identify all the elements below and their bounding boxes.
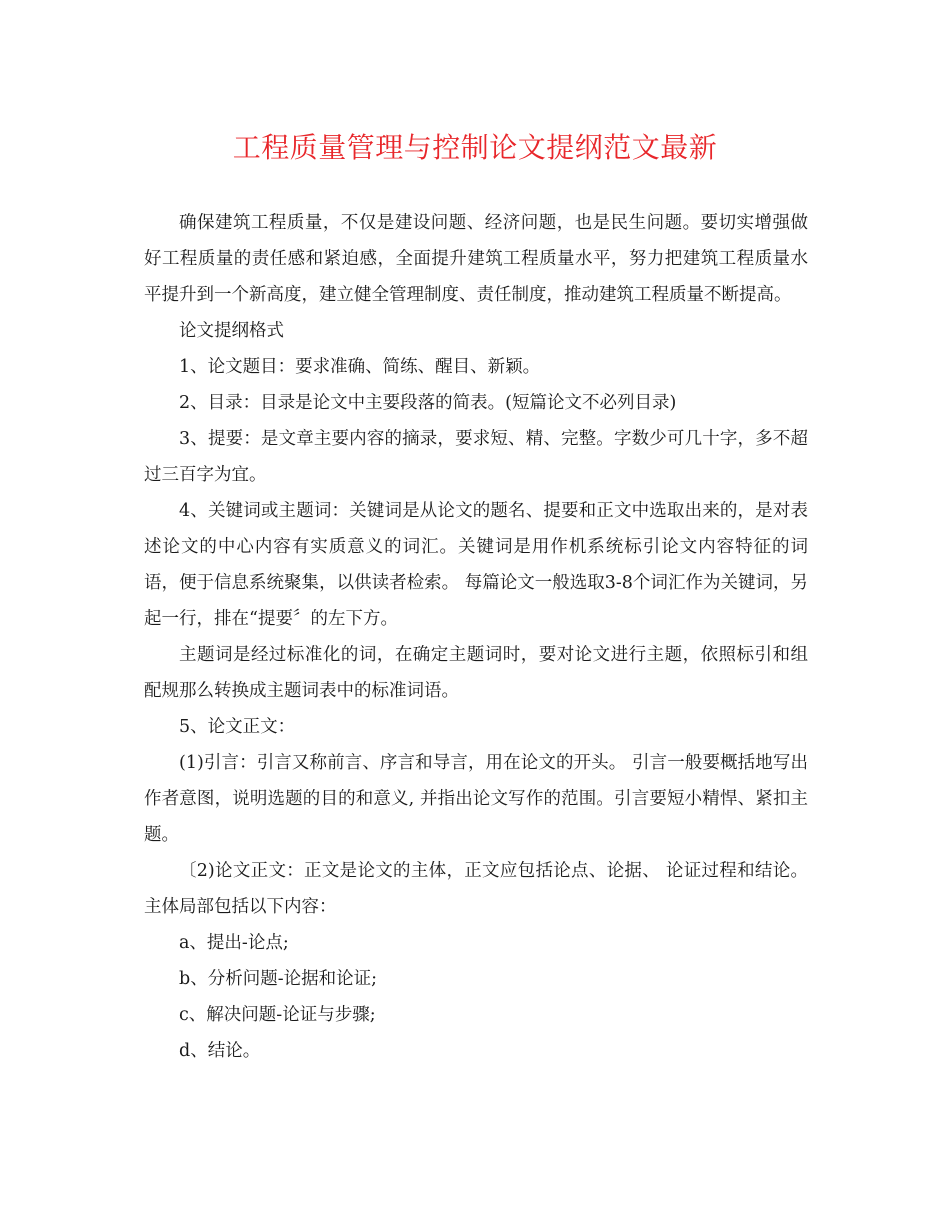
paragraph-item-4: 4、关键词或主题词：关键词是从论文的题名、提要和正文中选取出来的，是对表述论文的中心内容有实质意义的词汇。关键词是用作机系统标引论文内容特征的词语，便于信息系统聚集，以供读者检索。 每篇论文一般选取3-8个词汇作为关键词，另起一行，排在“提要〞的左下方。	[144, 501, 808, 629]
document-title: 工程质量管理与控制论文提纲范文最新	[232, 131, 718, 164]
paragraph-main-text: 〔2)论文正文：正文是论文的主体，正文应包括论点、论据、 论证过程和结论。主体局部包括以下内容：	[144, 861, 808, 917]
paragraph-item-3: 3、提要：是文章主要内容的摘录，要求短、精、完整。字数少可几十字，多不超过三百字为宜。	[144, 429, 808, 485]
paragraph-outline-format: 论文提纲格式	[179, 321, 284, 341]
paragraph-introduction: (1)引言：引言又称前言、序言和导言，用在论文的开头。 引言一般要概括地写出作者意图，说明选题的目的和意义, 并指出论文写作的范围。引言要短小精悍、紧扣主题。	[144, 753, 808, 845]
paragraph-list-b: b、分析问题-论据和论证;	[179, 969, 378, 989]
paragraph-list-c: c、解决问题-论证与步骤;	[179, 1005, 376, 1025]
paragraph-item-2: 2、目录：目录是论文中主要段落的简表。(短篇论文不必列目录)	[179, 393, 677, 413]
paragraph-list-d: d、结论。	[179, 1041, 261, 1061]
paragraph-item-5: 5、论文正文：	[179, 717, 296, 737]
paragraph-item-1: 1、论文题目：要求准确、简练、醒目、新颖。	[179, 357, 541, 377]
paragraph-intro: 确保建筑工程质量，不仅是建设问题、经济问题，也是民生问题。要切实增强做好工程质量的责任感和紧迫感，全面提升建筑工程质量水平，努力把建筑工程质量水平提升到一个新高度，建立健全管理制度、责任制度，推动建筑工程质量不断提高。	[144, 213, 808, 305]
document-body	[144, 205, 808, 1069]
paragraph-list-a: a、提出-论点;	[179, 933, 289, 953]
paragraph-subject-terms: 主题词是经过标准化的词，在确定主题词时，要对论文进行主题，依照标引和组配规那么转换成主题词表中的标准词语。	[144, 645, 808, 701]
